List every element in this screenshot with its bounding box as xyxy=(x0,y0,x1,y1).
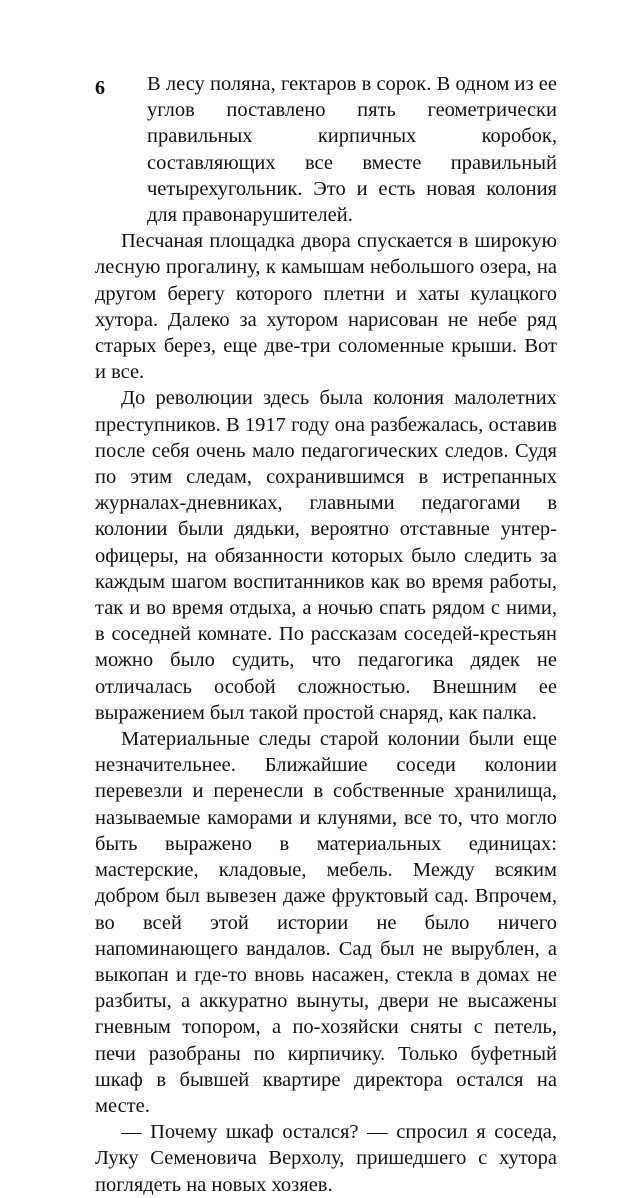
body-text xyxy=(95,71,557,1198)
paragraph-1: В лесу поляна, гектаров в сорок. В одном из ее углов поставлено пять геометрически правильных кирпичных коробок, составляющих все вместе правильный четырехугольник. Это и есть новая колония для правонарушителей. xyxy=(147,73,557,227)
paragraph-5: — Почему шкаф остался? — спросил я соседа, Луку Семеновича Верхолу, пришедшего с хутора поглядеть на новых хозяев. xyxy=(95,1121,557,1196)
paragraph-2: Песчаная площадка двора спускается в широкую лесную прогалину, к камышам небольшого озера, на другом берегу которого плетни и хаты кулацкого хутора. Далеко за хутором нарисован не небе ряд старых берез, еще две-три соломенные крыши. Вот и все. xyxy=(95,230,557,384)
paragraph-4: Материальные следы старой колонии были еще незначительнее. Ближайшие соседи колонии перевезли и перенесли в собственные хранилища, называемые каморами и клунями, все то, что могло быть выражено в материальных единицах: мастерские, кладовые, мебель. Между всяким добром был вывезен даже фруктовый сад. Впрочем, во всей этой истории не было ничего напоминающего вандалов. Сад был не вырублен, а выкопан и где-то вновь насажен, стекла в домах не разбиты, а аккуратно вынуты, двери не высажены гневным топором, а по-хозяйски сняты с петель, печи разобраны по кирпичику. Только буфетный шкаф в бывшей квартире директора остался на месте. xyxy=(95,728,557,1117)
paragraph-3: До революции здесь была колония малолетних преступников. В 1917 году она разбежалась, оставив после себя очень мало педагогических следов. Судя по этим следам, сохранившимся в истрепанных журналах-дневниках, главными педагогами в колонии были дядьки, вероятно отставные унтер-офицеры, на обязанности которых было следить за каждым шагом воспитанников как во время работы, так и во время отдыха, а ночью спать рядом с ними, в соседней комнате. По рассказам соседей-крестьян можно было судить, что педагогика дядек не отличалась особой сложностью. Внешним ее выражением был такой простой снаряд, как палка. xyxy=(95,387,557,724)
page-number: 6 xyxy=(95,77,105,99)
